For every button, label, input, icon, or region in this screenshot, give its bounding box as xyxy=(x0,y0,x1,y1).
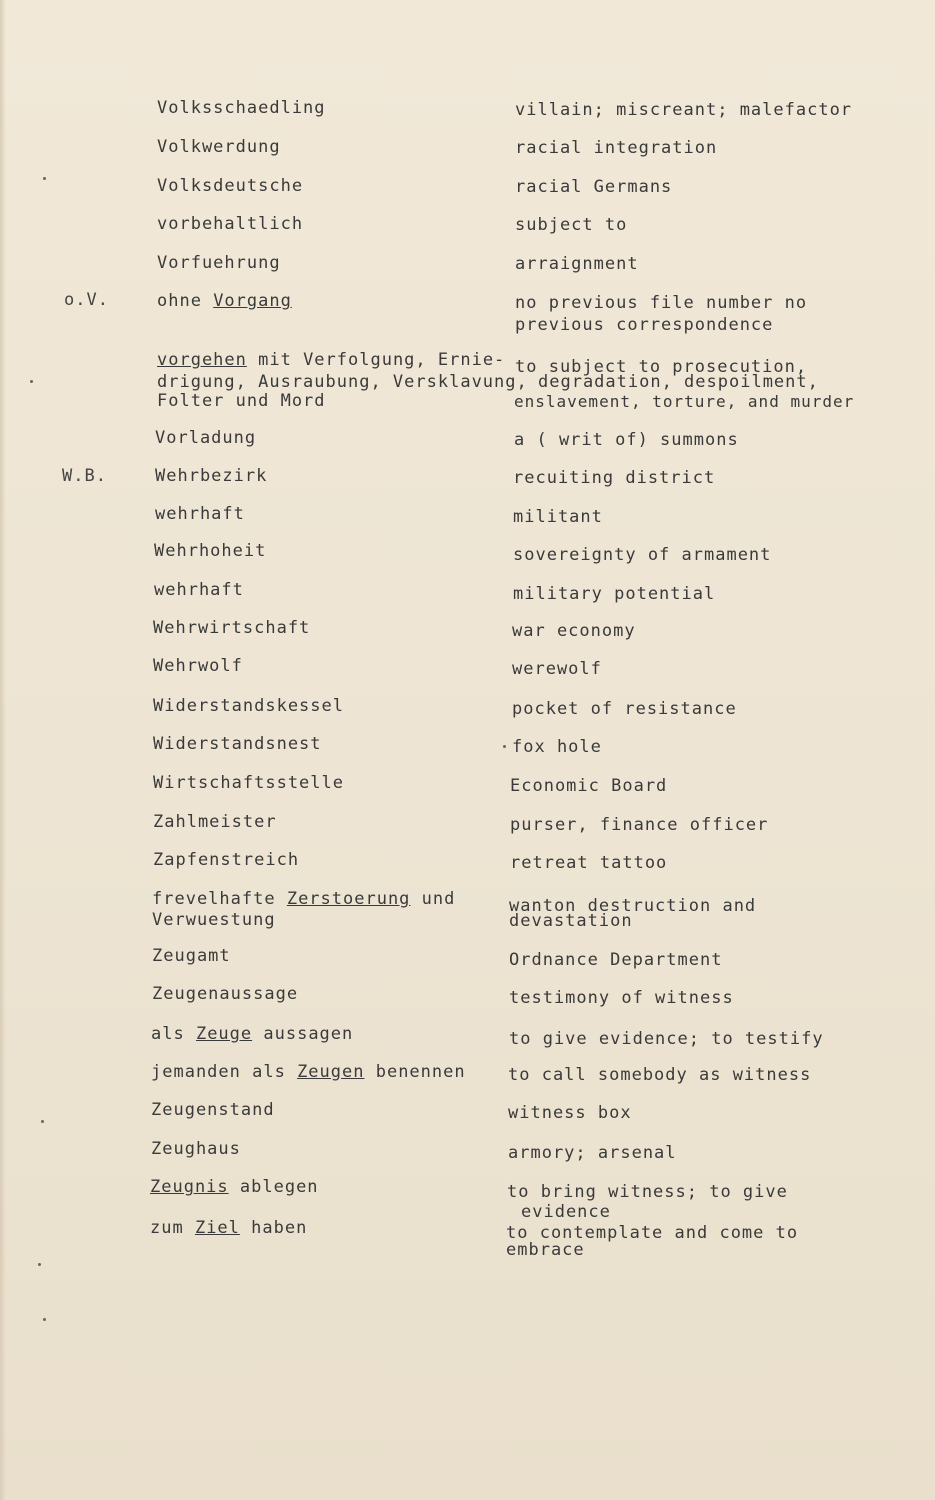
german-term: Volkwerdung xyxy=(157,137,281,157)
german-term: Widerstandskessel xyxy=(153,696,344,716)
english-translation: war economy xyxy=(512,621,636,641)
english-translation: subject to xyxy=(515,215,628,235)
speck xyxy=(503,745,506,748)
german-term xyxy=(157,291,292,311)
term-keyword: Zeuge xyxy=(195,1024,253,1044)
term-prefix: als xyxy=(151,1024,196,1044)
german-term xyxy=(151,1062,466,1082)
english-translation-line2: previous correspondence xyxy=(515,315,774,335)
term-rest: und xyxy=(410,889,456,909)
german-term: wehrhaft xyxy=(154,580,244,600)
speck xyxy=(30,380,33,383)
speck xyxy=(43,177,46,180)
term-rest: ablegen xyxy=(228,1177,319,1197)
english-translation: recuiting district xyxy=(513,468,716,488)
german-term xyxy=(157,350,505,370)
english-translation: no previous file number no xyxy=(515,293,808,313)
english-translation: militant xyxy=(513,507,603,527)
german-term: Wehrwolf xyxy=(153,656,243,676)
english-translation: pocket of resistance xyxy=(512,699,737,719)
english-translation: witness box xyxy=(508,1103,632,1123)
english-translation: to bring witness; to give xyxy=(507,1182,788,1202)
german-term xyxy=(150,1177,319,1197)
term-keyword: Zeugen xyxy=(297,1062,365,1082)
german-term: Vorladung xyxy=(155,428,257,448)
german-term: Zahlmeister xyxy=(153,812,277,832)
speck xyxy=(38,1263,41,1266)
german-term: Zeugenaussage xyxy=(152,984,299,1004)
term-keyword: Zeugnis xyxy=(150,1177,229,1197)
german-term: vorbehaltlich xyxy=(157,214,304,234)
term-keyword: vorgehen xyxy=(157,350,247,370)
german-term: Zapfenstreich xyxy=(153,850,300,870)
term-prefix: zum xyxy=(150,1218,195,1238)
english-translation: sovereignty of armament xyxy=(513,545,772,565)
german-term xyxy=(152,889,455,909)
english-translation: wanton destruction and xyxy=(509,896,757,916)
english-translation-line2: evidence xyxy=(521,1202,611,1222)
page-edge-shadow xyxy=(0,0,6,1500)
english-translation: armory; arsenal xyxy=(508,1143,677,1163)
german-term: Wehrhoheit xyxy=(154,541,267,561)
term-rest: aussagen xyxy=(252,1024,354,1044)
german-term xyxy=(151,1024,353,1044)
english-translation: to call somebody as witness xyxy=(508,1065,812,1085)
german-term: Wehrwirtschaft xyxy=(153,618,311,638)
term-prefix: ohne xyxy=(157,291,214,311)
english-translation: purser, finance officer xyxy=(510,815,769,835)
speck xyxy=(43,1318,46,1321)
margin-abbreviation-ov: o.V. xyxy=(64,290,109,310)
english-translation: Economic Board xyxy=(510,776,668,796)
english-translation: werewolf xyxy=(512,659,602,679)
english-translation: to give evidence; to testify xyxy=(509,1029,824,1049)
english-translation: a ( writ of) summons xyxy=(514,430,739,450)
term-keyword: Ziel xyxy=(194,1218,240,1238)
english-translation: arraignment xyxy=(515,254,639,274)
german-term-line2: drigung, Ausraubung, Versklavung, xyxy=(157,372,528,392)
english-translation: racial integration xyxy=(515,138,718,158)
german-term: Volksdeutsche xyxy=(157,176,304,196)
speck xyxy=(41,1120,44,1123)
margin-abbreviation-wb: W.B. xyxy=(62,466,107,486)
english-translation-line3: enslavement, torture, and murder xyxy=(514,392,855,411)
english-translation: fox hole xyxy=(512,737,602,757)
english-translation-line2: degradation, despoilment, xyxy=(538,372,819,392)
term-prefix: frevelhafte xyxy=(152,889,287,909)
term-rest: mit Verfolgung, Ernie- xyxy=(246,350,506,370)
english-translation: racial Germans xyxy=(515,177,673,197)
english-translation: villain; miscreant; malefactor xyxy=(515,100,853,120)
german-term: Vorfuehrung xyxy=(157,253,281,273)
english-translation: Ordnance Department xyxy=(509,950,723,970)
english-translation: testimony of witness xyxy=(509,988,734,1008)
german-term: Zeugamt xyxy=(152,946,231,966)
german-term: Wehrbezirk xyxy=(155,466,268,486)
english-translation: to subject to prosecution, xyxy=(515,357,808,377)
term-keyword: Zerstoerung xyxy=(286,889,411,909)
english-translation: retreat tattoo xyxy=(510,853,668,873)
english-translation-line2: embrace xyxy=(506,1240,585,1260)
english-translation: to contemplate and come to xyxy=(506,1223,799,1243)
german-term: Zeugenstand xyxy=(151,1100,275,1120)
german-term: Wirtschaftsstelle xyxy=(153,773,344,793)
german-term: Volksschaedling xyxy=(157,98,326,118)
english-translation-line2: devastation xyxy=(509,911,633,931)
english-translation: military potential xyxy=(513,584,716,604)
german-term: Widerstandsnest xyxy=(153,734,322,754)
term-prefix: jemanden als xyxy=(151,1062,298,1082)
german-term xyxy=(150,1218,307,1238)
german-term-line3: Folter und Mord xyxy=(157,391,326,411)
term-keyword: Vorgang xyxy=(213,291,292,311)
german-term: wehrhaft xyxy=(155,504,245,524)
german-term: Zeughaus xyxy=(151,1139,241,1159)
term-rest: haben xyxy=(239,1218,308,1238)
term-rest: benennen xyxy=(364,1062,466,1082)
german-term-line2: Verwuestung xyxy=(152,910,276,930)
